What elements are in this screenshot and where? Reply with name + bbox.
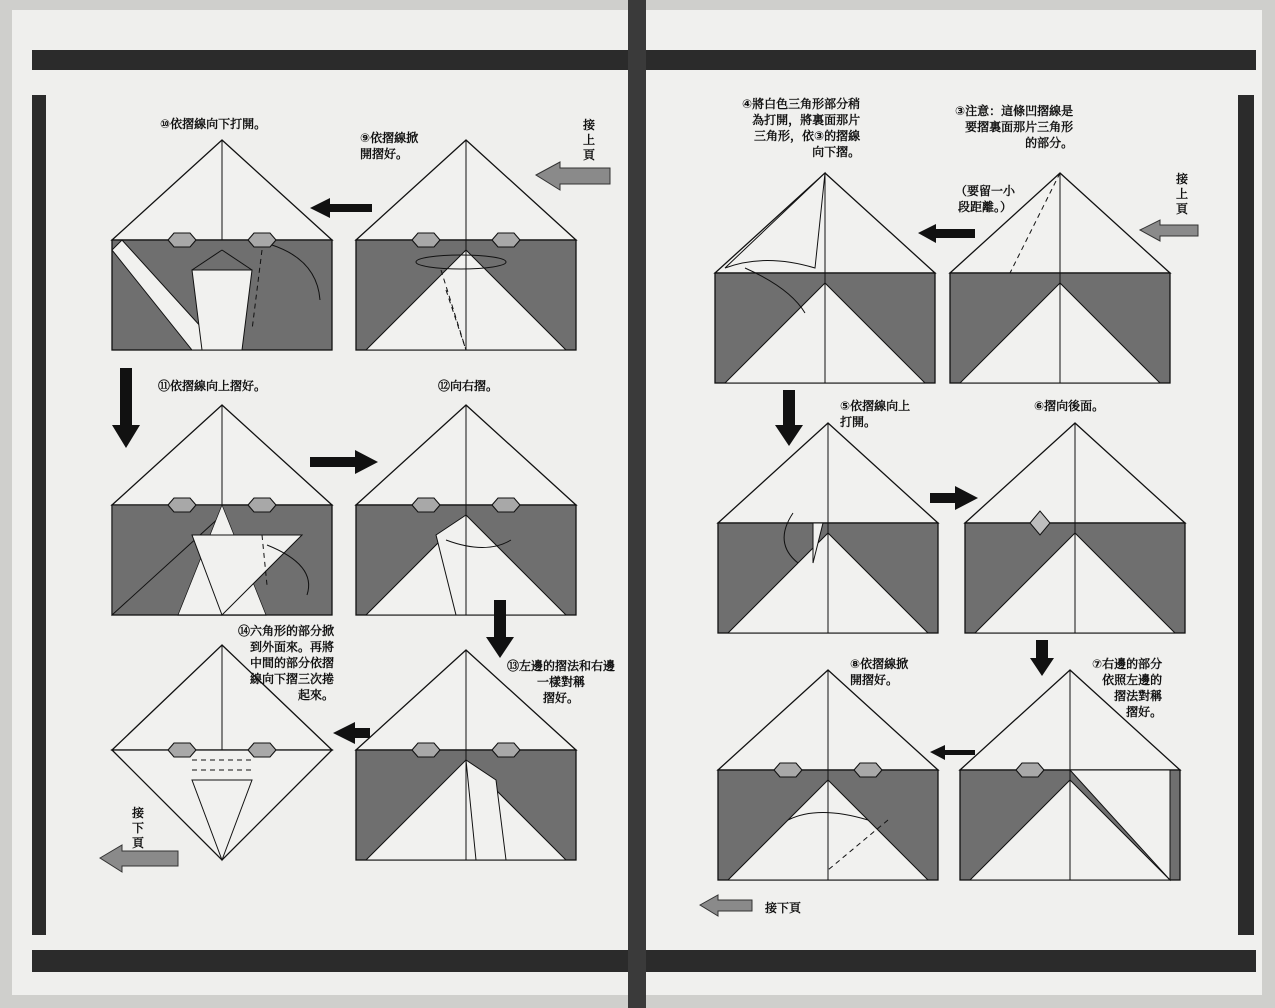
- step-6-caption: ⑥摺向後面。: [1034, 399, 1105, 413]
- step-4-caption: ④將白色三角形部分稍 為打開，將裏面那片 三角形，依③的摺線 向下摺。: [742, 97, 861, 159]
- left-from-prev-label: 接 上 頁: [583, 118, 596, 162]
- step-7-caption: ⑦右邊的部分 依照左邊的 摺法對稱 摺好。: [1092, 657, 1163, 719]
- step-12-caption: ⑫向右摺。: [438, 379, 499, 393]
- right-to-next-label: 接下頁: [765, 901, 802, 915]
- step-3-caption: ③注意：這條凹摺線是 要摺裏面那片三角形 的部分。: [955, 104, 1074, 150]
- step-8-caption: ⑧依摺線掀 開摺好。: [850, 657, 909, 687]
- step-5-caption: ⑤依摺線向上 打開。: [840, 399, 911, 429]
- step-9-caption: ⑨依摺線掀 開摺好。: [360, 131, 419, 161]
- step-10-caption: ⑩依摺線向下打開。: [160, 117, 267, 131]
- left-to-next-label: 接 下 頁: [132, 806, 145, 850]
- step-14-caption: ⑭六角形的部分掀 到外面來。再將 中間的部分依摺 線向下摺三次捲 起來。: [238, 624, 335, 702]
- step-3-note: （要留一小 段距離。）: [955, 184, 1016, 214]
- step-11-caption: ⑪依摺線向上摺好。: [158, 379, 267, 393]
- step-13-caption: ⑬左邊的摺法和右邊 一樣對稱 摺好。: [507, 659, 616, 705]
- right-from-prev-label: 接 上 頁: [1176, 172, 1189, 216]
